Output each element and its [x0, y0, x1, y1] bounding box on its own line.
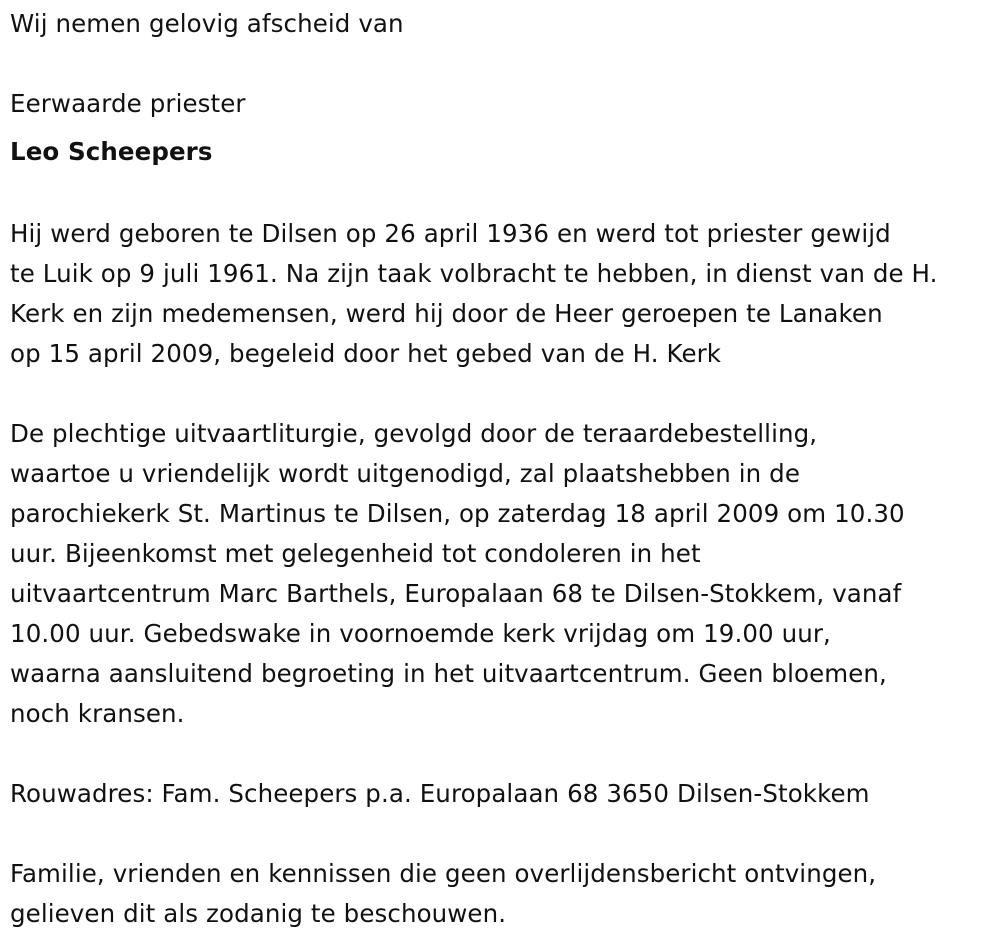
bio-line: Kerk en zijn medemensen, werd hij door de Heer geroepen te Lanaken	[10, 299, 883, 328]
closing-line: Familie, vrienden en kennissen die geen overlijdensbericht ontvingen,	[10, 859, 877, 888]
intro-line: Wij nemen gelovig afscheid van	[10, 9, 404, 38]
funeral-line: noch kransen.	[10, 699, 185, 728]
bio-line: te Luik op 9 juli 1961. Na zijn taak volbracht te hebben, in dienst van de H.	[10, 259, 938, 288]
closing-line: gelieven dit als zodanig te beschouwen.	[10, 899, 507, 928]
funeral-line: uur. Bijeenkomst met gelegenheid tot condoleren in het	[10, 539, 701, 568]
funeral-line: waartoe u vriendelijk wordt uitgenodigd, zal plaatshebben in de	[10, 459, 801, 488]
funeral-line: uitvaartcentrum Marc Barthels, Europalaan 68 te Dilsen-Stokkem, vanaf	[10, 579, 902, 608]
title-line: Eerwaarde priester	[10, 89, 246, 118]
bio-line: Hij werd geboren te Dilsen op 26 april 1936 en werd tot priester gewijd	[10, 219, 891, 248]
funeral-line: parochiekerk St. Martinus te Dilsen, op zaterdag 18 april 2009 om 10.30	[10, 499, 905, 528]
mourning-address: Rouwadres: Fam. Scheepers p.a. Europalaan 68 3650 Dilsen-Stokkem	[10, 779, 870, 808]
funeral-line: 10.00 uur. Gebedswake in voornoemde kerk vrijdag om 19.00 uur,	[10, 619, 831, 648]
funeral-line: De plechtige uitvaartliturgie, gevolgd door de teraardebestelling,	[10, 419, 818, 448]
funeral-line: waarna aansluitend begroeting in het uitvaartcentrum. Geen bloemen,	[10, 659, 887, 688]
deceased-name: Leo Scheepers	[10, 137, 213, 166]
bio-line: op 15 april 2009, begeleid door het gebed van de H. Kerk	[10, 339, 722, 368]
